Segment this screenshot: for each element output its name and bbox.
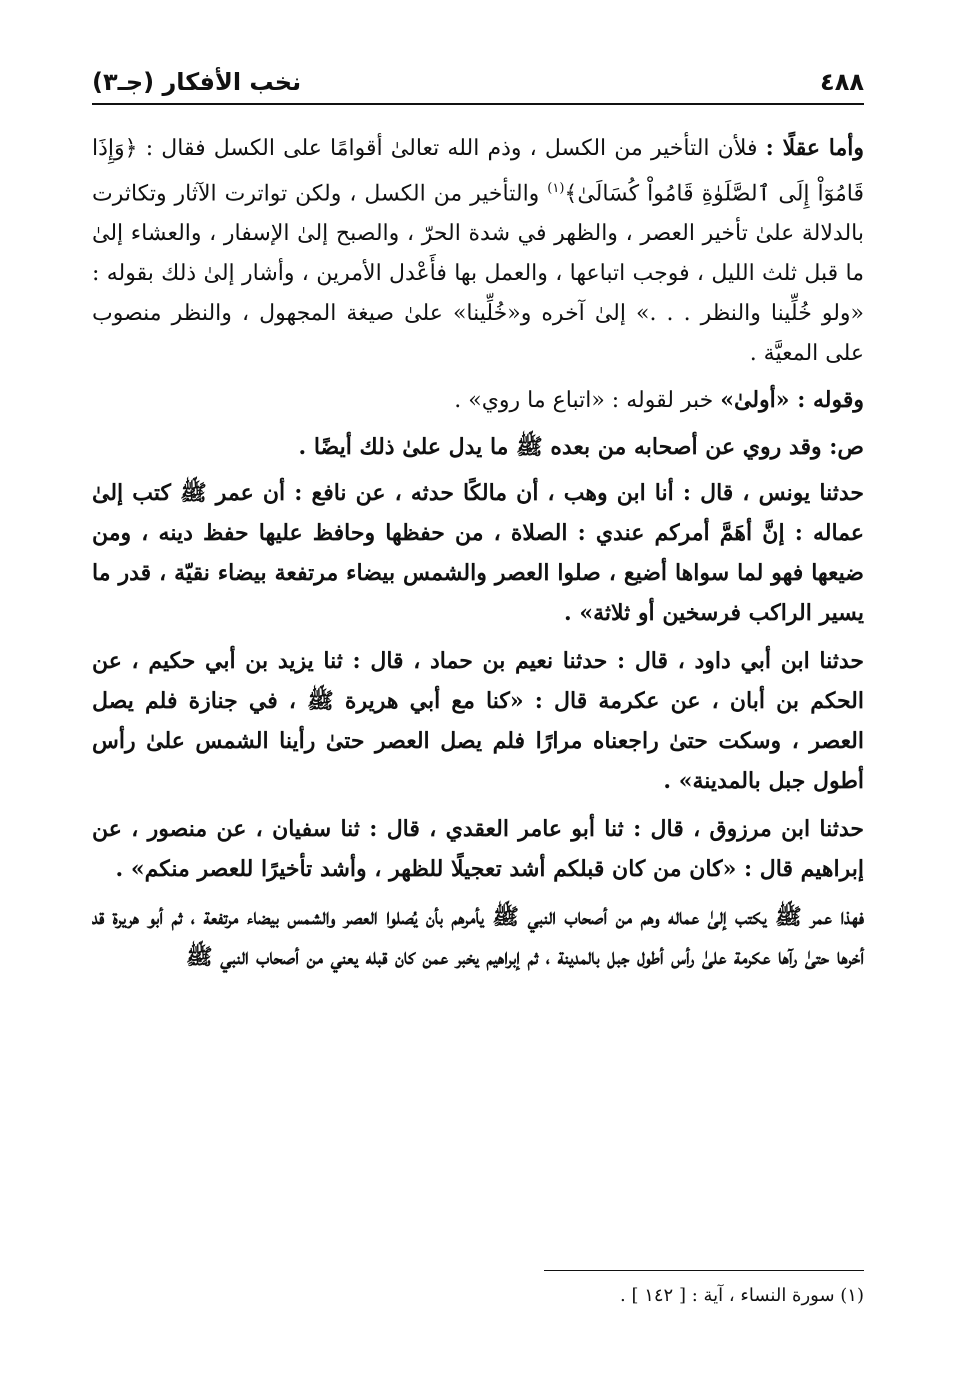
running-header [92, 52, 864, 96]
hadith-paragraph [92, 809, 864, 889]
footnote: (١) سورة النساء ، آية : [ ١٤٢ ] . [620, 1285, 864, 1306]
paragraph-lead: وأما عقلًا : [765, 135, 865, 161]
paragraph-statement [92, 380, 864, 421]
paragraph-lead: ص: وقد روي عن أصحابه من بعده ﷺ ما يدل علىٰ ذلك أيضًا . [298, 434, 864, 461]
page-number: ٤٨٨ [820, 68, 864, 96]
hadith-paragraph [92, 473, 864, 633]
paragraph-text-heading [92, 427, 864, 467]
main-text [92, 128, 864, 983]
paragraph-text: حدثنا ابن مرزوق ، قال : ثنا أبو عامر العقدي ، قال : ثنا سفيان ، عن منصور ، عن إبراهيم قال : «كان من كان قبلكم أشد تعجيلًا للظهر ، وأشد تأخيرًا للعصر منكم» . [92, 816, 864, 883]
commentary-paragraph [92, 897, 864, 977]
paragraph-text: خبر لقوله : «اتباع ما روي» . [454, 388, 721, 414]
paragraph-text: حدثنا يونس ، قال : أنا ابن وهب ، أن مالكًا حدثه ، عن نافع : أن عمر ﷺ كتب إلىٰ عماله : إنَّ أهَمَّ أمركم عندي : الصلاة ، من حفظها وحافظ عليها حفظ دينه ، ومن ضيعها فهو لما سواها أضيع ، صلوا العصر والشمس بيضاء مرتفعة بيضاء نقيّة ، قدر ما يسير الراكب فرسخين أو ثلاثة» . [92, 480, 864, 627]
paragraph-text: فهذا عمر ﷺ يكتب إلىٰ عماله وهم من أصحاب النبي ﷺ يأمرهم بأن يُصلوا العصر والشمس بيضاء مرتفعة ، ثم أبو هريرة قد أخرها حتىٰ رآها عكرمة علىٰ رأس أطول جبل بالمدينة ، ثم إبراهيم يخبر عمن كان قبله يعني من أصحاب النبي ﷺ [92, 904, 864, 971]
header-rule [92, 103, 864, 105]
footnote-ref[interactable]: (١) [547, 181, 565, 196]
book-title: نخب الأفكار (جـ٣) [92, 68, 302, 96]
paragraph-reason [92, 128, 864, 374]
paragraph-text-continued: والتأخير من الكسل ، ولكن تواترت الآثار وتكاثرت بالدلالة علىٰ تأخير العصر ، والظهر في شدة الحرّ ، والصبح إلىٰ الإسفار ، والعشاء إلىٰ ما قبل ثلث الليل ، فوجب اتباعها ، والعمل بها فأَعْدل الأمرين ، وأشار إلىٰ ذلك بقوله : «ولو خُلِّينا والنظر . . .» إلىٰ آخره و«خُلِّينا» علىٰ صيغة المجهول ، والنظر منصوب على المعيَّة . [92, 181, 864, 367]
paragraph-lead: وقوله : «أولىٰ» [720, 387, 864, 414]
hadith-paragraph [92, 641, 864, 801]
footnote-rule [544, 1270, 864, 1271]
paragraph-text: حدثنا ابن أبي داود ، قال : حدثنا نعيم بن حماد ، قال : ثنا يزيد بن أبي حكيم ، عن الحكم بن أبان ، عن عكرمة قال : «كنا مع أبي هريرة ﷺ ، في جنازة فلم يصل العصر ، وسكت حتىٰ راجعناه مرارًا فلم يصل العصر حتىٰ رأينا الشمس علىٰ رأس أطول جبل بالمدينة» . [92, 648, 864, 795]
paragraph-text: فلأن التأخير من الكسل ، وذم الله تعالىٰ أقوامًا على الكسل فقال : ﴿وَإِذَا قَامُوٓاْ إِلَى ٱلصَّلَوٰةِ قَامُواْ كُسَالَىٰ﴾ [92, 136, 864, 207]
